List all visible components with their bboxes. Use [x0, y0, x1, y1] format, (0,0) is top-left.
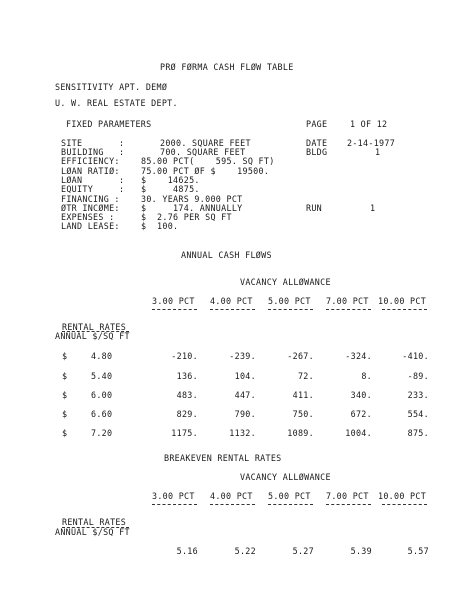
param-value: $ 174. ANNUALLY [141, 203, 243, 213]
bldg-label: BLDG [306, 147, 328, 157]
row-currency: $ [62, 428, 68, 438]
param-label: FINANCING : [61, 194, 120, 204]
cash-flow-cell: 1089. [287, 428, 314, 438]
cash-flow-cell: 1004. [345, 428, 372, 438]
cash-flow-cell: 790. [234, 409, 256, 419]
cash-flow-cell: 8. [361, 371, 372, 381]
param-value: 30. YEARS 9.000 PCT [141, 194, 243, 204]
column-underline [268, 309, 313, 310]
breakeven-annual-per-sqft-label: ANNUAL $/SQ FT [55, 527, 130, 537]
annual-per-sqft-label: ANNUAL $/SQ FT [55, 331, 130, 341]
param-value: $ 4875. [141, 184, 200, 194]
param-label: LØAN [61, 175, 83, 185]
page-value: 1 OF 12 [350, 119, 388, 129]
cash-flow-cell: 1175. [171, 428, 198, 438]
param-value: $ 14625. [141, 175, 200, 185]
column-underline [268, 504, 313, 505]
cash-flow-cell: 233. [407, 390, 429, 400]
cash-flow-cell: -267. [287, 351, 314, 361]
bldg-value: 1 [375, 147, 381, 157]
param-value: 75.00 PCT ØF $ 19500. [141, 166, 270, 176]
rental-rates-underline [62, 331, 129, 332]
date-label: DATE [306, 138, 328, 148]
project-name: SENSITIVITY APT. DEMØ [55, 82, 168, 92]
breakeven-cell: 5.57 [407, 546, 429, 556]
cash-flow-cell: 411. [292, 390, 314, 400]
run-label: RUN [306, 203, 323, 213]
cash-flow-cell: 750. [292, 409, 314, 419]
column-underline [152, 309, 197, 310]
row-rate: 4.80 [91, 351, 113, 361]
breakeven-column-header: 5.00 PCT [268, 491, 311, 501]
row-rate: 5.40 [91, 371, 113, 381]
cash-flow-cell: -324. [345, 351, 372, 361]
cash-flow-cell: 875. [407, 428, 429, 438]
breakeven-column-header: 10.00 PCT [378, 491, 427, 501]
cash-flow-cell: 447. [234, 390, 256, 400]
cash-flow-cell: -210. [171, 351, 198, 361]
breakeven-title: BREAKEVEN RENTAL RATES [164, 453, 282, 463]
column-underline [210, 504, 255, 505]
breakeven-cell: 5.16 [176, 546, 198, 556]
cash-flow-cell: -410. [402, 351, 429, 361]
breakeven-vacancy-title: VACANCY ALLØWANCE [240, 472, 331, 482]
page-label: PAGE [306, 119, 328, 129]
param-sep: : [119, 184, 125, 194]
param-label: EFFICIENCY: [61, 156, 120, 166]
breakeven-cell: 5.22 [234, 546, 256, 556]
cash-flow-cell: 72. [297, 371, 314, 381]
cash-flow-cell: 104. [234, 371, 256, 381]
row-rate: 7.20 [91, 428, 113, 438]
vacancy-column-header: 7.00 PCT [326, 296, 369, 306]
annual-cash-flows-title: ANNUAL CASH FLØWS [181, 250, 272, 260]
cash-flow-cell: 483. [176, 390, 198, 400]
row-rate: 6.60 [91, 409, 113, 419]
column-underline [382, 309, 427, 310]
fixed-parameters-heading: FIXED PARAMETERS [66, 119, 152, 129]
report-title: PRØ FØRMA CASH FLØW TABLE [160, 62, 294, 72]
vacancy-column-header: 10.00 PCT [378, 296, 427, 306]
row-rate: 6.00 [91, 390, 113, 400]
cash-flow-cell: 672. [350, 409, 372, 419]
param-label: EXPENSES : [61, 212, 115, 222]
param-sep: : [119, 147, 125, 157]
breakeven-column-header: 4.00 PCT [210, 491, 253, 501]
cash-flow-cell: -239. [229, 351, 256, 361]
cash-flow-cell: 340. [350, 390, 372, 400]
row-currency: $ [62, 390, 68, 400]
param-label: EQUITY [61, 184, 94, 194]
cash-flow-cell: 829. [176, 409, 198, 419]
run-value: 1 [370, 203, 376, 213]
vacancy-column-header: 5.00 PCT [268, 296, 311, 306]
vacancy-column-header: 3.00 PCT [152, 296, 195, 306]
column-underline [326, 504, 371, 505]
param-value: $ 100. [141, 221, 179, 231]
param-value: 2000. SQUARE FEET [160, 138, 251, 148]
column-underline [326, 309, 371, 310]
vacancy-column-header: 4.00 PCT [210, 296, 253, 306]
column-underline [210, 309, 255, 310]
department-name: U. W. REAL ESTATE DEPT. [55, 98, 178, 108]
row-currency: $ [62, 371, 68, 381]
breakeven-rental-rates-underline [62, 527, 129, 528]
param-label: BUILDING [61, 147, 104, 157]
breakeven-cell: 5.27 [292, 546, 314, 556]
param-value: $ 2.76 PER SQ FT [141, 212, 232, 222]
param-label: ØTR INCØME: [61, 203, 120, 213]
cash-flow-cell: -89. [407, 371, 429, 381]
cash-flow-cell: 1132. [229, 428, 256, 438]
vacancy-allowance-title: VACANCY ALLØWANCE [240, 277, 331, 287]
breakeven-cell: 5.39 [350, 546, 372, 556]
param-label: LAND LEASE: [61, 221, 120, 231]
date-value: 2-14-1977 [347, 138, 396, 148]
breakeven-column-header: 3.00 PCT [152, 491, 195, 501]
cash-flow-cell: 554. [407, 409, 429, 419]
param-sep: : [119, 175, 125, 185]
param-label: SITE [61, 138, 83, 148]
cash-flow-cell: 136. [176, 371, 198, 381]
param-sep: : [119, 138, 125, 148]
column-underline [382, 504, 427, 505]
breakeven-rental-rates-label: RENTAL RATES [62, 517, 127, 527]
row-currency: $ [62, 351, 68, 361]
row-currency: $ [62, 409, 68, 419]
param-value: 700. SQUARE FEET [160, 147, 246, 157]
rental-rates-label: RENTAL RATES [62, 322, 127, 332]
column-underline [152, 504, 197, 505]
param-value: 85.00 PCT( 595. SQ FT) [141, 156, 275, 166]
breakeven-column-header: 7.00 PCT [326, 491, 369, 501]
param-label: LØAN RATIØ: [61, 166, 120, 176]
